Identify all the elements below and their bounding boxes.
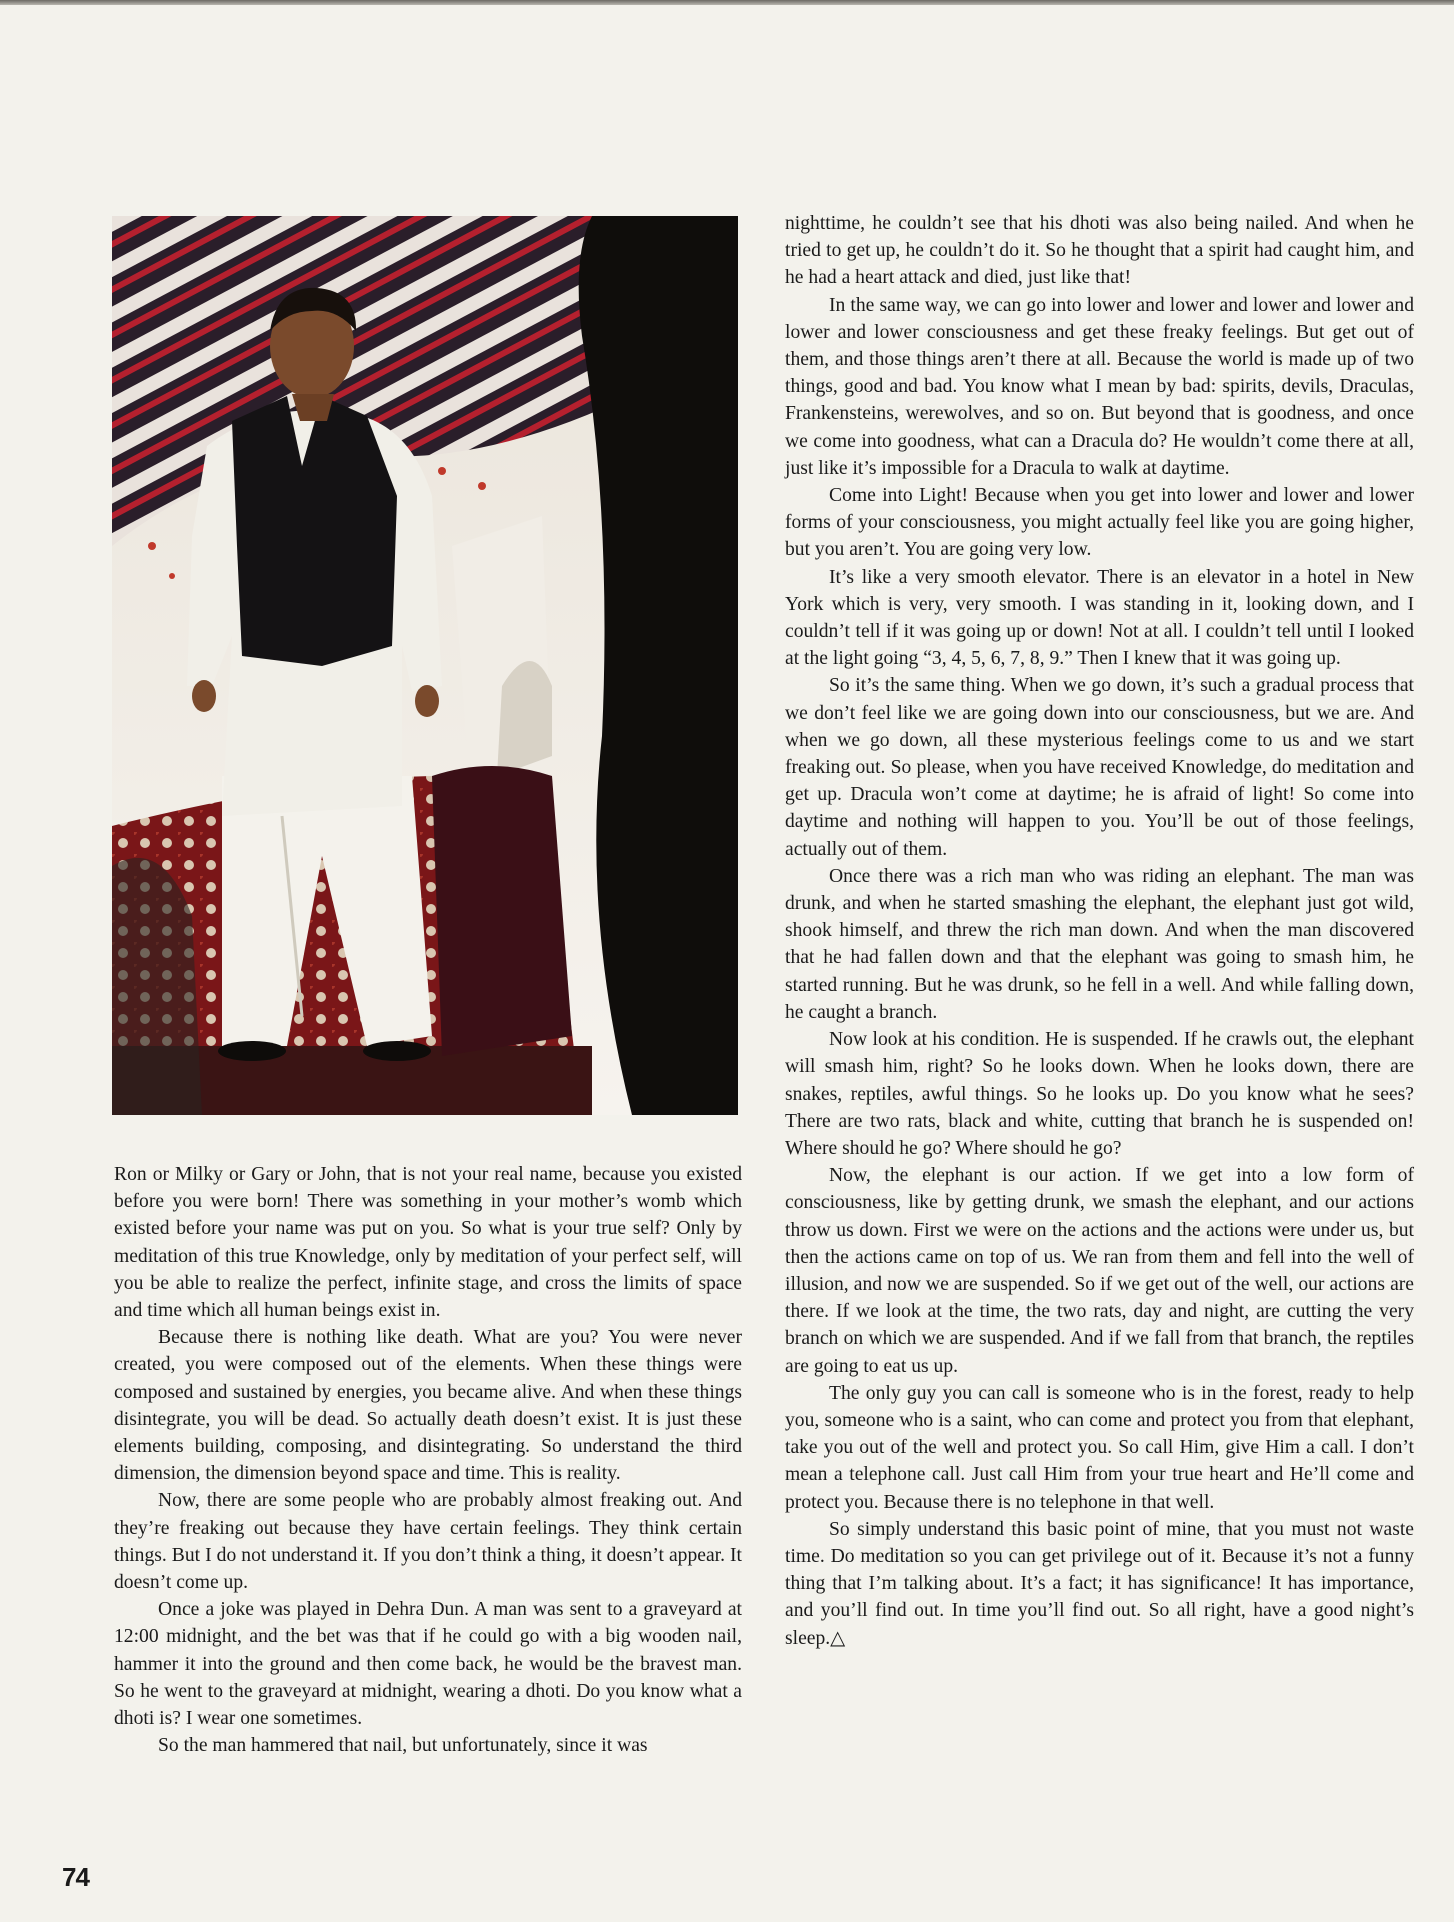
paragraph: It’s like a very smooth elevator. There is an elevator in a hotel in New York which is very, very smooth. I was standing in it, looking down, and I couldn’t tell if it was going up or down! Not at all. I couldn’t tell until I looked at the light going “3, 4, 5, 6, 7, 8, 9.” Then I knew that it was going up. (785, 566, 1414, 670)
top-rule (0, 0, 1454, 5)
paragraph: So it’s the same thing. When we go down, it’s such a gradual process that we don’t feel like we are going down into our consciousness, but we are. And when we go down, all these mysterious feelings come to us and we start freaking out. So please, when you have received Knowledge, do meditation and get up. Dracula won’t come at daytime; he is afraid of light! So come into daytime and nothing will happen to you. You’ll be out of those feelings, actually out of them. (785, 675, 1414, 860)
paragraph: Because there is nothing like death. What are you? You were never created, you were composed out of the elements. When these things were composed and sustained by energies, you became alive. And when these things disintegrate, you will be dead. So actually death doesn’t exist. It is just these elements building, composing, and disintegrating. So understand the third dimension, the dimension beyond space and time. This is reality. (114, 1327, 742, 1485)
paragraph: So the man hammered that nail, but unfortunately, since it was (158, 1735, 648, 1757)
paragraph: Ron or Milky or Gary or John, that is not your real name, because you existed before you were born! There was something in your mother’s womb which existed before your name was put on you. So what is your true self? Only by meditation of this true Knowledge, only by meditation of your perfect self, will you be able to realize the perfect, infinite stage, and cross the limits of space and time which all human beings exist in. (114, 1164, 742, 1322)
left-column (114, 1161, 742, 1759)
photo-illustration (112, 216, 738, 1115)
paragraph: Once there was a rich man who was riding an elephant. The man was drunk, and when he started smashing the elephant, the elephant just got wild, shook himself, and threw the rich man down. And when the man discovered that he had fallen down and that the elephant was going to smash him, he started running. But he was drunk, so he fell in a well. And while falling down, he caught a branch. (785, 865, 1414, 1023)
paragraph: Come into Light! Because when you get into lower and lower and lower forms of your consciousness, you might actually feel like you are going higher, but you aren’t. You are going very low. (785, 485, 1414, 561)
paragraph: Now, the elephant is our action. If we get into a low form of consciousness, like by getting drunk, we smash the elephant, and our actions throw us down. First we were on the actions and the actions were under us, but then the actions came on top of us. We ran from them and fell into the well of illusion, and now we are suspended. So if we get out of the well, our actions are there. If we look at the time, the two rats, day and night, are cutting the very branch on which we are suspended. And if we fall from that branch, the reptiles are going to eat us up. (785, 1165, 1414, 1377)
paragraph: Now look at his condition. He is suspended. If he crawls out, the elephant will smash him, right? So he looks down. When he looks down, there are snakes, reptiles, awful things. So he looks up. Do you know what he sees? There are two rats, black and white, cutting that branch he is suspended on! Where should he go? Where should he go? (785, 1029, 1414, 1159)
page-number: 74 (62, 1862, 89, 1892)
paragraph: So simply understand this basic point of mine, that you must not waste time. Do meditation so you can get privilege out of it. Because it’s not a funny thing that I’m talking about. It’s a fact; it has significance! It has importance, and you’ll find out. In time you’ll find out. So all right, have a good night’s sleep.△ (785, 1518, 1414, 1649)
paragraph: The only guy you can call is someone who is in the forest, ready to help you, someone who is a saint, who can come and protect you from that elephant, take you out of the well and protect you. So call Him, give Him a call. I don’t mean a telephone call. Just call Him from your true heart and He’ll come and protect you. Because there is no telephone in that well. (785, 1382, 1414, 1513)
paragraph: In the same way, we can go into lower and lower and lower and lower and lower and lower consciousness and get these freaky feelings. But get out of them, and those things aren’t there at all. Because the world is made up of two things, good and bad. You know what I mean by bad: spirits, devils, Draculas, Frankensteins, werewolves, and so on. But beyond that is goodness, and once we come into goodness, what can a Dracula do? He wouldn’t come there at all, just like it’s impossible for a Dracula to walk at daytime. (785, 294, 1414, 479)
paragraph: nighttime, he couldn’t see that his dhoti was also being nailed. And when he tried to get up, he couldn’t do it. So he thought that a spirit had caught him, and he had a heart attack and died, just like that! (785, 213, 1414, 289)
paragraph: Once a joke was played in Dehra Dun. A man was sent to a graveyard at 12:00 midnight, and the bet was that if he could go with a big wooden nail, hammer it into the ground and then come back, he would be the bravest man. So he went to the graveyard at midnight, wearing a dhoti. Do you know what a dhoti is? I wear one sometimes. (114, 1599, 742, 1730)
article-photo (112, 216, 738, 1115)
right-column (785, 210, 1414, 1652)
paragraph: Now, there are some people who are probably almost freaking out. And they’re freaking out because they have certain feelings. They think certain things. But I do not understand it. If you don’t think a thing, it doesn’t appear. It doesn’t come up. (114, 1490, 742, 1594)
